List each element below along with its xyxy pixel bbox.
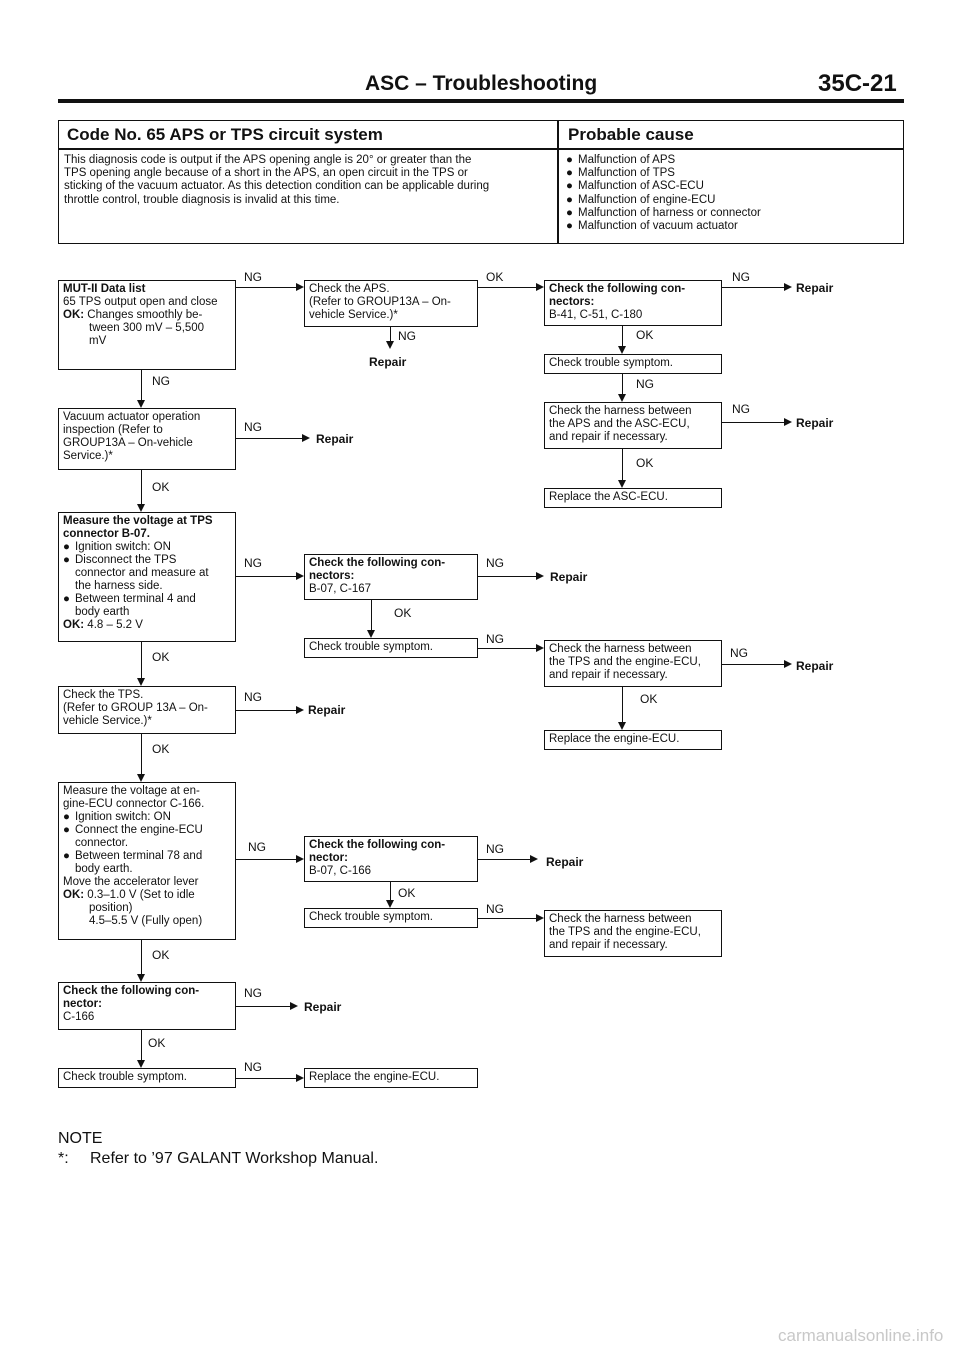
replace-engine-ecu-box: Replace the engine-ECU. — [304, 1068, 478, 1088]
arrow-down-icon — [386, 900, 394, 908]
connector-line — [236, 1078, 296, 1079]
connector-line — [478, 648, 536, 649]
arrow-down-icon — [618, 394, 626, 402]
arrow-right-icon — [536, 914, 544, 922]
ng-label: NG — [732, 270, 750, 284]
connector-line — [236, 859, 296, 860]
ok-label: OK — [636, 328, 654, 342]
arrow-down-icon — [618, 346, 626, 354]
check-harness-tps-box: Check the harness between the TPS and the engine-ECU, and repair if necessary. — [544, 910, 722, 957]
connector-line — [622, 326, 623, 346]
connector-line — [722, 287, 784, 288]
arrow-right-icon — [296, 572, 304, 580]
connector-line — [141, 940, 142, 974]
code-title: Code No. 65 APS or TPS circuit system — [67, 125, 383, 144]
arrow-right-icon — [536, 572, 544, 580]
check-harness-aps-box: Check the harness between the APS and the ASC-ECU, and repair if necessary. — [544, 402, 722, 449]
repair-label: Repair — [796, 416, 834, 430]
arrow-right-icon — [784, 660, 792, 668]
table-header-rule — [58, 148, 904, 150]
arrow-right-icon — [784, 418, 792, 426]
connector-line — [236, 438, 302, 439]
arrow-down-icon — [137, 400, 145, 408]
list-item: ● Malfunction of ASC-ECU — [566, 180, 704, 193]
repair-label: Repair — [796, 659, 834, 673]
ng-label: NG — [244, 986, 262, 1000]
repair-label: Repair — [308, 703, 346, 717]
replace-engine-ecu-box: Replace the engine-ECU. — [544, 730, 722, 750]
ng-label: NG — [244, 270, 262, 284]
connector-line — [236, 710, 296, 711]
probable-cause-list — [566, 154, 896, 233]
check-trouble-symptom-box: Check trouble symptom. — [304, 638, 478, 658]
arrow-down-icon — [137, 504, 145, 512]
repair-label: Repair — [369, 355, 407, 369]
ok-label: OK — [636, 456, 654, 470]
ng-label: NG — [244, 1060, 262, 1074]
check-harness-tps-box: Check the harness between the TPS and the engine-ECU, and repair if necessary. — [544, 640, 722, 687]
replace-asc-ecu-box: Replace the ASC-ECU. — [544, 488, 722, 508]
arrow-down-icon — [618, 480, 626, 488]
check-trouble-symptom-box: Check trouble symptom. — [544, 354, 722, 374]
ok-label: OK — [640, 692, 658, 706]
arrow-down-icon — [367, 630, 375, 638]
connector-line — [236, 287, 296, 288]
repair-label: Repair — [796, 281, 834, 295]
ok-label: OK — [394, 606, 412, 620]
ng-label: NG — [152, 374, 170, 388]
connector-line — [390, 327, 391, 341]
ng-label: NG — [636, 377, 654, 391]
code-description: This diagnosis code is output if the APS opening angle is 20° or greater than the TPS opening angle because of a short in the APS, an open circuit in the TPS or sticking of the vacuum actuator. As this detection condition can be applicable during throttle control, trouble diagnosis is invalid at this time. — [64, 154, 490, 206]
arrow-right-icon — [302, 434, 310, 442]
connector-line — [141, 370, 142, 400]
connector-line — [141, 734, 142, 774]
arrow-right-icon — [296, 283, 304, 291]
connector-line — [390, 882, 391, 900]
list-item: ● Malfunction of vacuum actuator — [566, 220, 738, 233]
note-title: NOTE — [58, 1130, 103, 1147]
connector-line — [478, 918, 536, 919]
arrow-right-icon — [784, 283, 792, 291]
connector-line — [478, 576, 536, 577]
connector-line — [722, 664, 784, 665]
ng-label: NG — [244, 420, 262, 434]
repair-label: Repair — [316, 432, 354, 446]
connector-line — [622, 449, 623, 480]
ok-label: OK — [148, 1036, 166, 1050]
connector-line — [478, 287, 536, 288]
arrow-right-icon — [290, 1002, 298, 1010]
ok-label: OK — [152, 650, 170, 664]
check-connectors-b07-c167-box: Check the following con- nectors: B-07, C-167 — [304, 554, 478, 600]
watermark: carmanualsonline.info — [778, 1326, 944, 1345]
note-mark: *: — [58, 1150, 69, 1167]
arrow-right-icon — [536, 644, 544, 652]
note-text: Refer to ’97 GALANT Workshop Manual. — [90, 1150, 379, 1167]
check-connector-c166-box: Check the following con- nector: C-166 — [58, 982, 236, 1030]
list-item: ● Malfunction of harness or connector — [566, 206, 761, 219]
ok-label: OK — [152, 742, 170, 756]
measure-tps-voltage-box: Measure the voltage at TPS connector B-07. ● Ignition switch: ON ● Disconnect the TPS connector and measure at the harness side. ● Between terminal 4 and body earth OK: 4.8 – 5.2 V — [58, 512, 236, 642]
ok-label: OK — [486, 270, 504, 284]
check-aps-box: Check the APS. (Refer to GROUP13A – On- vehicle Service.)* — [304, 280, 478, 327]
arrow-down-icon — [137, 974, 145, 982]
ok-label: OK — [398, 886, 416, 900]
header-rule — [58, 99, 904, 103]
check-trouble-symptom-box: Check trouble symptom. — [58, 1068, 236, 1088]
ng-label: NG — [244, 556, 262, 570]
ng-label: NG — [486, 556, 504, 570]
ng-label: NG — [730, 646, 748, 660]
ng-label: NG — [732, 402, 750, 416]
ng-label: NG — [486, 842, 504, 856]
connector-line — [371, 600, 372, 630]
check-connectors-b07-c166-box: Check the following con- nector: B-07, C-166 — [304, 836, 478, 882]
repair-label: Repair — [550, 570, 588, 584]
arrow-down-icon — [618, 722, 626, 730]
ng-label: NG — [248, 840, 266, 854]
page-section-title: ASC – Troubleshooting — [365, 72, 598, 95]
vacuum-actuator-box: Vacuum actuator operation inspection (Refer to GROUP13A – On-vehicle Service.)* — [58, 408, 236, 470]
list-item: ● Malfunction of APS — [566, 154, 676, 166]
mut-data-list-box: MUT-II Data list 65 TPS output open and close OK: Changes smoothly be- tween 300 mV – 5,500 mV — [58, 280, 236, 370]
ng-label: NG — [244, 690, 262, 704]
arrow-right-icon — [296, 1074, 304, 1082]
ng-label: NG — [398, 329, 416, 343]
cause-title: Probable cause — [568, 125, 694, 144]
connector-line — [141, 642, 142, 678]
connector-line — [722, 422, 784, 423]
arrow-right-icon — [536, 283, 544, 291]
arrow-down-icon — [386, 341, 394, 349]
arrow-down-icon — [137, 678, 145, 686]
connector-line — [141, 1030, 142, 1060]
arrow-down-icon — [137, 774, 145, 782]
list-item: ● Malfunction of engine-ECU — [566, 193, 716, 206]
ok-label: OK — [152, 948, 170, 962]
arrow-right-icon — [296, 706, 304, 714]
ng-label: NG — [486, 902, 504, 916]
repair-label: Repair — [304, 1000, 342, 1014]
measure-ecu-voltage-box: Measure the voltage at en- gine-ECU connector C-166. ● Ignition switch: ON ● Connect the engine-ECU connector. ● Between terminal 78 and body earth. Move the accelerator lever OK: 0.3–1.0 V (Set to idle position) 4.5–5.5 V (Fully open) — [58, 782, 236, 940]
connector-line — [236, 1006, 290, 1007]
ok-label: OK — [152, 480, 170, 494]
check-tps-box: Check the TPS. (Refer to GROUP 13A – On- vehicle Service.)* — [58, 686, 236, 734]
connector-line — [622, 687, 623, 722]
page-number: 35C-21 — [818, 70, 897, 97]
arrow-right-icon — [530, 855, 538, 863]
arrow-right-icon — [296, 855, 304, 863]
connector-line — [236, 576, 296, 577]
ng-label: NG — [486, 632, 504, 646]
table-column-divider — [557, 120, 559, 244]
list-item: ● Malfunction of TPS — [566, 167, 675, 180]
check-connectors-b41-box: Check the following con- nectors: B-41, C-51, C-180 — [544, 280, 722, 326]
connector-line — [141, 470, 142, 504]
arrow-down-icon — [137, 1060, 145, 1068]
repair-label: Repair — [546, 855, 584, 869]
connector-line — [622, 374, 623, 394]
connector-line — [478, 859, 530, 860]
check-trouble-symptom-box: Check trouble symptom. — [304, 908, 478, 928]
